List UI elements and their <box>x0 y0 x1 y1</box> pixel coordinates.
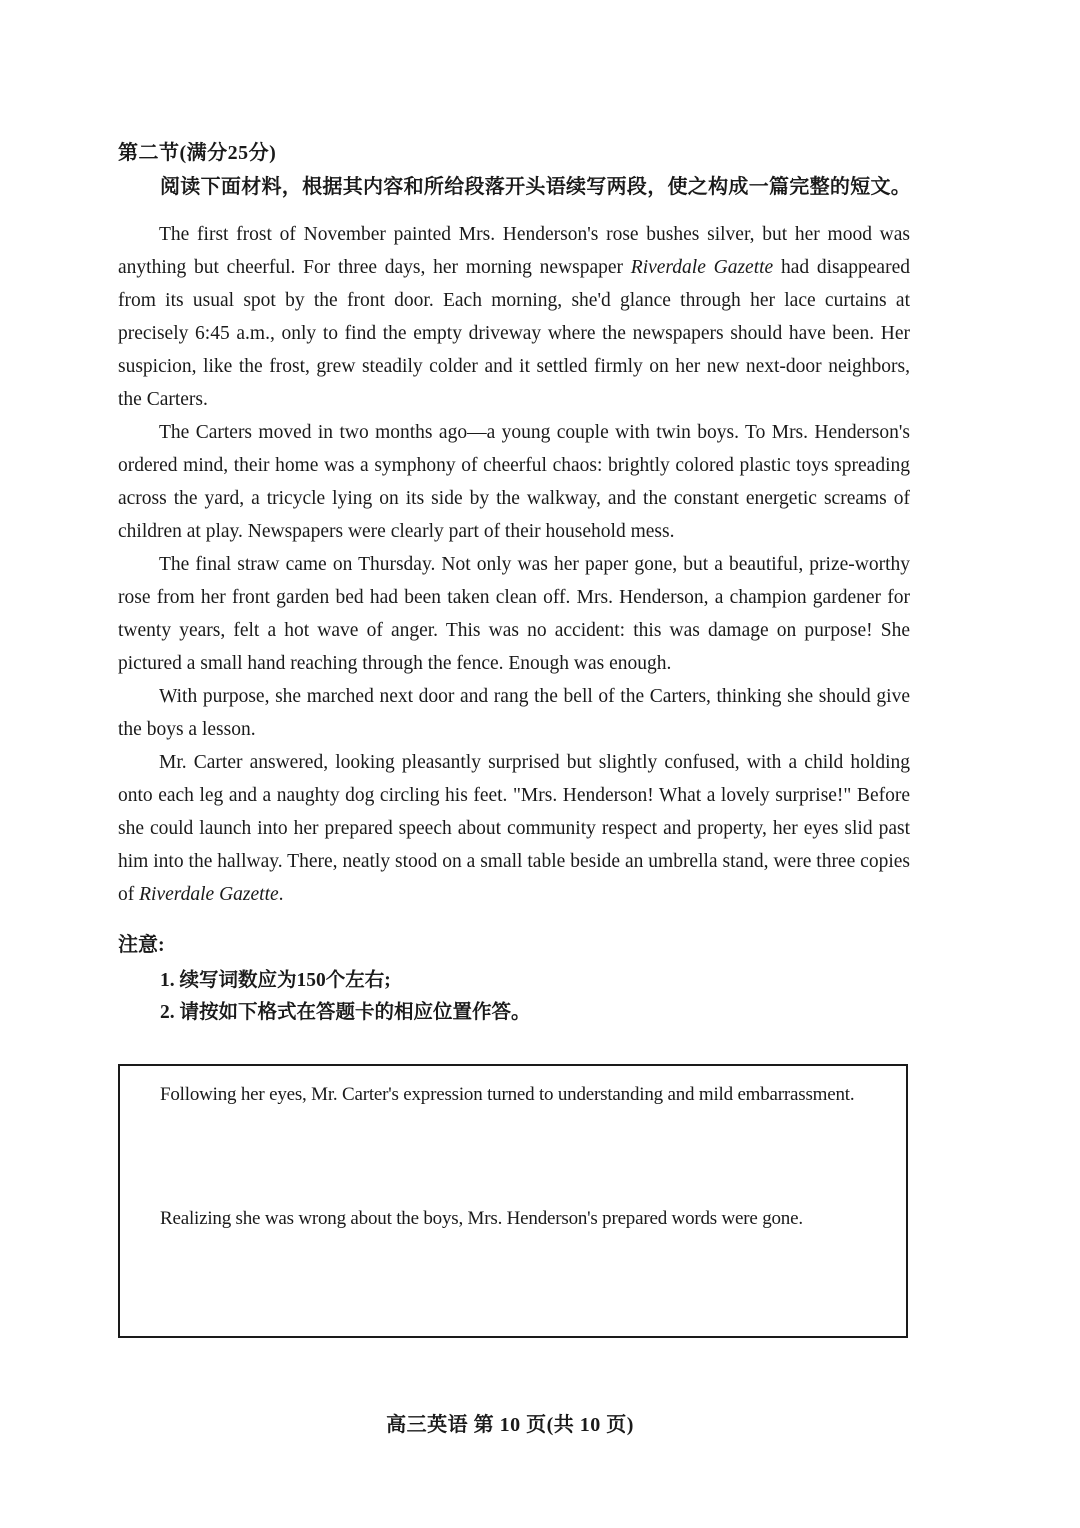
paragraph-3-text: The final straw came on Thursday. Not only was her paper gone, but a beautiful, prize-worthy rose from her front garden bed had been taken clean off. Mrs. Henderson, a champion gardener for twenty years, felt a hot wave of anger. This was no accident: this was damage on purpose! She pictured a small hand reaching through the fence. Enough was enough. <box>118 554 910 674</box>
paragraph-1-text-b: had disappeared from its usual spot by the front door. Each morning, she'd glance through her lace curtains at precisely 6:45 a.m., only to find the empty driveway where the newspapers should have been. Her suspicion, like the frost, grew steadily colder and it settled firmly on her new next-door neighbors, the Carters. <box>118 257 910 410</box>
paragraph-starter-1: Following her eyes, Mr. Carter's expression turned to understanding and mild embarrassment. <box>160 1084 855 1105</box>
paragraph-1-text-a: The first frost of November painted Mrs. Henderson's rose bushes silver, but her mood was anything but cheerful. For three days, her morning newspaper <box>118 224 910 278</box>
passage-paragraph-2 <box>118 416 910 548</box>
newspaper-title: Riverdale Gazette <box>139 884 279 905</box>
task-instruction: 阅读下面材料，根据其内容和所给段落开头语续写两段，使之构成一篇完整的短文。 <box>160 176 912 198</box>
paragraph-4-text: With purpose, she marched next door and rang the bell of the Carters, thinking she should give the boys a lesson. <box>118 686 910 740</box>
reading-passage <box>118 218 910 911</box>
paragraph-5-text-a: Mr. Carter answered, looking pleasantly surprised but slightly confused, with a child holding onto each leg and a naughty dog circling his feet. "Mrs. Henderson! What a lovely surprise!" Before she could launch into her prepared speech about community respect and property, her eyes slid past him into the hallway. There, neatly stood on a small table beside an umbrella stand, were three copies of <box>118 752 910 905</box>
paragraph-starter-2: Realizing she was wrong about the boys, Mrs. Henderson's prepared words were gone. <box>160 1208 803 1229</box>
note-word-count: 1. 续写词数应为150个左右; <box>160 970 391 991</box>
paragraph-5-text-b: . <box>278 884 284 905</box>
passage-paragraph-1 <box>118 218 910 416</box>
note-answer-format: 2. 请按如下格式在答题卡的相应位置作答。 <box>160 1002 531 1023</box>
paragraph-2-text: The Carters moved in two months ago—a young couple with twin boys. To Mrs. Henderson's ordered mind, their home was a symphony of cheerful chaos: brightly colored plastic toys spreading across the yard, a tricycle lying on its side by the walkway, and the constant energetic screams of children at play. Newspapers were clearly part of their household mess. <box>118 422 910 542</box>
page-footer: 高三英语 第 10 页(共 10 页) <box>386 1414 634 1436</box>
answer-box <box>118 1064 908 1338</box>
passage-paragraph-4 <box>118 680 910 746</box>
passage-paragraph-3 <box>118 548 910 680</box>
notes-label: 注意: <box>118 934 165 956</box>
section-title: 第二节(满分25分) <box>118 142 277 164</box>
newspaper-title: Riverdale Gazette <box>630 257 774 278</box>
passage-paragraph-5 <box>118 746 910 911</box>
